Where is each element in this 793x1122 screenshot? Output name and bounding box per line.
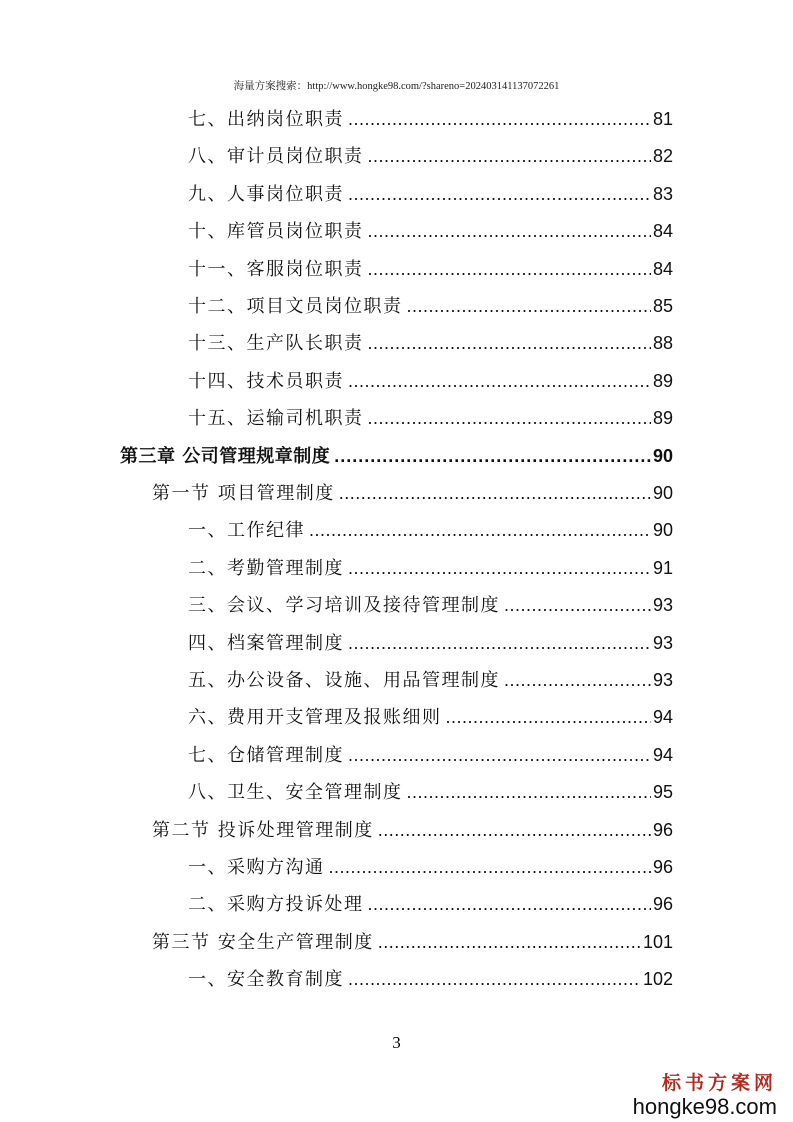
toc-entry-page: 84 — [652, 221, 673, 242]
toc-item-entry[interactable] — [188, 143, 673, 170]
toc-entry-label: 三、会议、学习培训及接待管理制度 — [188, 595, 500, 617]
toc-entry-page: 90 — [652, 520, 673, 541]
toc-entry-label: 四、档案管理制度 — [188, 632, 344, 654]
watermark-domain: hongke98.com — [632, 1094, 777, 1119]
toc-entry-label: 一、安全教育制度 — [188, 969, 344, 991]
toc-dot-leader — [368, 143, 651, 169]
toc-item-entry[interactable] — [188, 555, 673, 582]
toc-entry-page: 85 — [652, 296, 673, 316]
toc-entry-page: 89 — [652, 370, 673, 391]
toc-entry-page: 83 — [652, 183, 673, 204]
toc-item-entry[interactable] — [188, 256, 673, 283]
toc-dot-leader — [348, 181, 651, 207]
toc-entry-label: 第三章 公司管理规章制度 — [120, 445, 331, 467]
toc-entry-page: 82 — [652, 146, 673, 167]
toc-item-entry[interactable] — [188, 966, 673, 993]
toc-item-entry[interactable] — [188, 405, 673, 432]
toc-entry-label: 八、审计员岗位职责 — [188, 146, 364, 168]
toc-section-entry[interactable] — [152, 480, 673, 507]
toc-dot-leader — [368, 405, 651, 431]
toc-entry-page: 93 — [652, 632, 673, 653]
toc-dot-leader — [309, 517, 651, 543]
toc-section-entry[interactable] — [152, 817, 673, 844]
toc-item-entry[interactable] — [188, 891, 673, 918]
toc-entry-label: 五、办公设备、设施、用品管理制度 — [188, 670, 500, 691]
toc-entry-page: 84 — [652, 258, 673, 279]
toc-entry-page: 101 — [642, 931, 673, 952]
toc-dot-leader — [348, 106, 651, 132]
toc-entry-page: 90 — [652, 445, 673, 466]
toc-item-entry[interactable] — [188, 704, 673, 731]
toc-entry-page: 81 — [652, 109, 673, 129]
toc-entry-label: 十三、生产队长职责 — [188, 333, 364, 355]
toc-entry-label: 八、卫生、安全管理制度 — [188, 782, 403, 804]
toc-item-entry[interactable] — [188, 854, 673, 881]
toc-dot-leader — [368, 256, 651, 282]
toc-entry-page: 94 — [652, 707, 673, 728]
toc-entry-page: 91 — [652, 557, 673, 578]
toc-dot-leader — [378, 817, 651, 843]
toc-dot-leader — [348, 630, 651, 656]
toc-entry-page: 93 — [652, 595, 673, 616]
toc-dot-leader — [407, 779, 651, 805]
toc-dot-leader — [368, 891, 651, 917]
toc-dot-leader — [504, 592, 651, 618]
toc-dot-leader — [378, 929, 641, 955]
toc-item-entry[interactable] — [188, 330, 673, 357]
toc-dot-leader — [348, 966, 641, 992]
toc-chapter-entry[interactable] — [120, 443, 673, 470]
toc-entry-label: 十五、运输司机职责 — [188, 408, 364, 430]
toc-entry-page: 96 — [652, 819, 673, 840]
toc-entry-label: 十二、项目文员岗位职责 — [188, 296, 403, 317]
toc-item-entry[interactable] — [188, 517, 673, 544]
toc-dot-leader — [334, 443, 651, 469]
toc-item-entry[interactable] — [188, 293, 673, 320]
toc-item-entry[interactable] — [188, 667, 673, 694]
toc-item-entry[interactable] — [188, 368, 673, 395]
toc-entry-label: 九、人事岗位职责 — [188, 183, 344, 205]
toc-section-entry[interactable] — [152, 929, 673, 956]
page-header-url: 海量方案搜索：http://www.hongke98.com/?shareno=20240314113707226​1 — [233, 81, 560, 92]
page-number: 3 — [392, 1033, 401, 1052]
toc-entry-label: 一、采购方沟通 — [188, 857, 325, 878]
toc-entry-page: 94 — [652, 744, 673, 765]
toc-item-entry[interactable] — [188, 106, 673, 133]
toc-dot-leader — [407, 293, 651, 319]
toc-item-entry[interactable] — [188, 181, 673, 208]
toc-dot-leader — [339, 480, 651, 506]
toc-dot-leader — [348, 742, 651, 768]
toc-entry-page: 93 — [652, 670, 673, 690]
toc-entry-label: 第三节 安全生产管理制度 — [152, 931, 374, 953]
toc-dot-leader — [446, 704, 651, 730]
toc-entry-label: 七、仓储管理制度 — [188, 744, 344, 766]
toc-entry-label: 七、出纳岗位职责 — [188, 109, 344, 130]
toc-dot-leader — [348, 368, 651, 394]
toc-item-entry[interactable] — [188, 592, 673, 619]
toc-entry-label: 一、工作纪律 — [188, 520, 305, 542]
toc-dot-leader — [368, 330, 651, 356]
toc-item-entry[interactable] — [188, 742, 673, 769]
toc-entry-label: 二、采购方投诉处理 — [188, 894, 364, 916]
toc-item-entry[interactable] — [188, 779, 673, 806]
toc-dot-leader — [368, 218, 651, 244]
toc-entry-label: 第二节 投诉处理管理制度 — [152, 819, 374, 841]
watermark-title: 标书方案网 — [661, 1072, 777, 1094]
toc-entry-page: 95 — [652, 782, 673, 803]
toc-entry-page: 102 — [642, 969, 673, 990]
watermark-logo — [633, 1068, 777, 1119]
toc-dot-leader — [329, 854, 651, 880]
toc-entry-label: 十、库管员岗位职责 — [188, 221, 364, 243]
toc-entry-label: 六、费用开支管理及报账细则 — [188, 707, 442, 729]
toc-entry-page: 96 — [652, 857, 673, 877]
toc-entry-label: 二、考勤管理制度 — [188, 557, 344, 579]
toc-dot-leader — [348, 555, 651, 581]
toc-entry-page: 89 — [652, 408, 673, 429]
toc-entry-page: 88 — [652, 333, 673, 354]
toc-item-entry[interactable] — [188, 218, 673, 245]
toc-entry-label: 十一、客服岗位职责 — [188, 258, 364, 280]
toc-entry-page: 96 — [652, 894, 673, 915]
toc-item-entry[interactable] — [188, 630, 673, 657]
toc-entry-label: 十四、技术员职责 — [188, 370, 344, 392]
toc-entry-page: 90 — [652, 483, 673, 503]
toc-entry-label: 第一节 项目管理制度 — [152, 483, 335, 504]
toc-dot-leader — [504, 667, 651, 693]
